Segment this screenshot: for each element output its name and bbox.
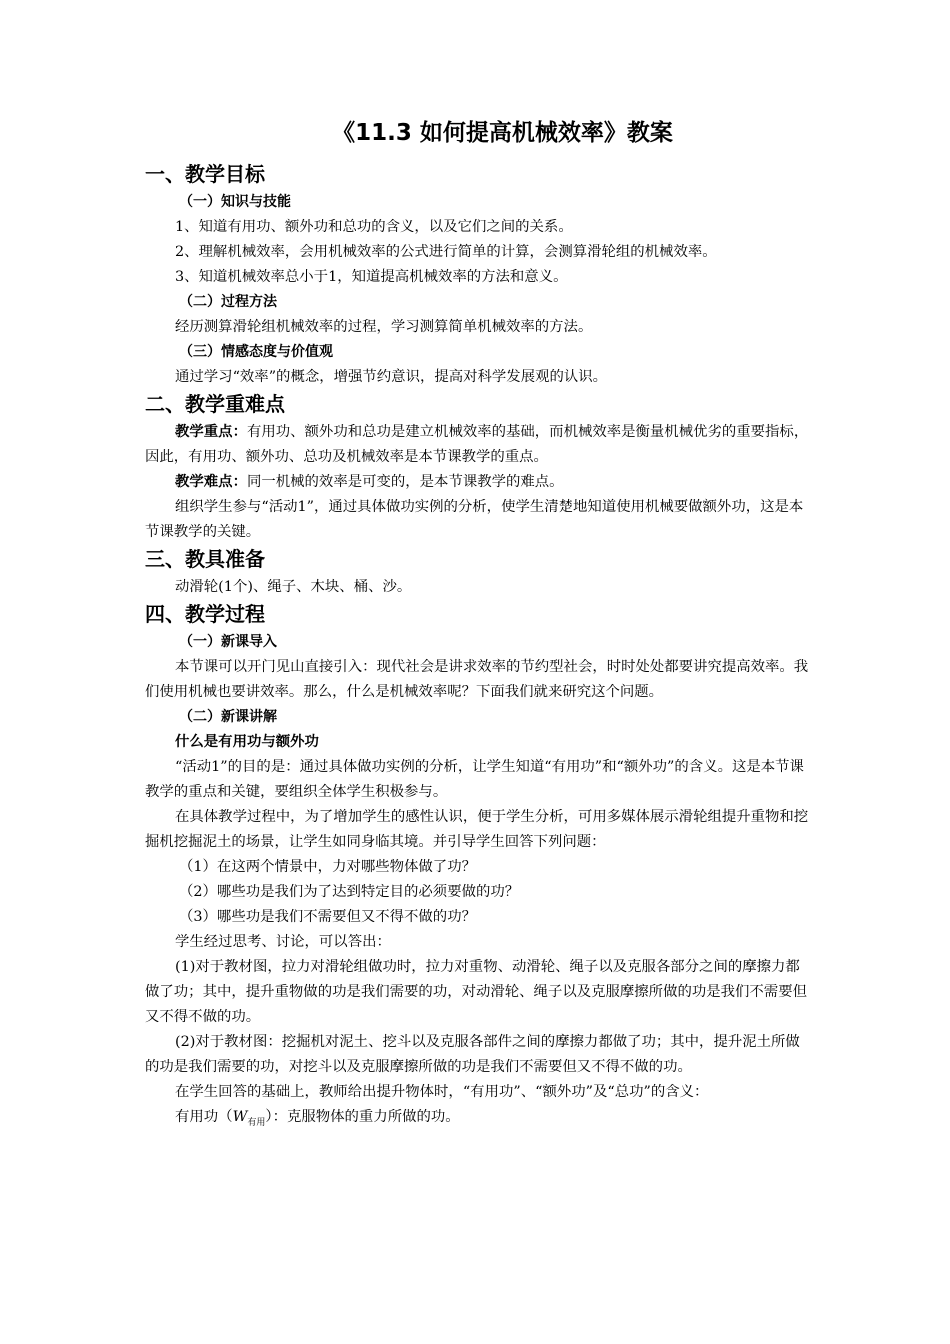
difficulty-paragraph — [145, 470, 810, 495]
goal-item: 1、知道有用功、额外功和总功的含义，以及它们之间的关系。 — [175, 219, 573, 235]
lecture-paragraph: 在具体教学过程中，为了增加学生的感性认识，便于学生分析，可用多媒体展示滑轮组提升重物和挖掘机挖掘泥土的场景，让学生如同身临其境。并引导学生回答下列问题： — [145, 809, 809, 850]
intro-paragraph: 本节课可以开门见山直接引入：现代社会是讲求效率的节约型社会，时时处处都要讲究提高效率。我们使用机械也要讲效率。那么，什么是机械效率呢？下面我们就来研究这个问题。 — [145, 659, 809, 700]
key-point-paragraph — [145, 420, 810, 470]
section-heading-materials: 三、教具准备 — [145, 547, 265, 571]
attitude-text: 通过学习“效率”的概念，增强节约意识，提高对科学发展观的认识。 — [175, 369, 608, 385]
document-title: 《11.3 如何提高机械效率》教案 — [332, 120, 673, 146]
goal-item: 3、知道机械效率总小于1，知道提高机械效率的方法和意义。 — [175, 269, 568, 285]
process-text: 经历测算滑轮组机械效率的过程，学习测算简单机械效率的方法。 — [175, 319, 593, 335]
definition-suffix: ）：克服物体的重力所做的功。 — [265, 1109, 460, 1125]
difficulty-label: 教学难点： — [175, 474, 247, 490]
section-heading-goals: 一、教学目标 — [145, 162, 265, 186]
document-body — [145, 118, 810, 1136]
question-item: （2）哪些功是我们为了达到特定目的必须要做的功？ — [179, 884, 520, 900]
question-item: （1）在这两个情景中，力对哪些物体做了功？ — [179, 859, 476, 875]
materials-text: 动滑轮(1个)、绳子、木块、桶、沙。 — [175, 579, 412, 595]
topic-heading: 什么是有用功与额外功 — [175, 734, 319, 750]
subheading-lecture: （二）新课讲解 — [179, 709, 277, 725]
key-point-label: 教学重点： — [175, 424, 247, 440]
activity-paragraph: 组织学生参与“活动1”，通过具体做功实例的分析，使学生清楚地知道使用机械要做额外功，这是本节课教学的关键。 — [145, 499, 804, 540]
question-item: （3）哪些功是我们不需要但又不得不做的功？ — [179, 909, 476, 925]
lecture-paragraph: 学生经过思考、讨论，可以答出： — [175, 934, 391, 950]
answer-item: (1)对于教材图，拉力对滑轮组做功时，拉力对重物、动滑轮、绳子以及克服各部分之间的摩擦力都做了功；其中，提升重物做的功是我们需要的功，对动滑轮、绳子以及克服摩擦所做的功是我们不需要但又不得不做的功。 — [145, 959, 807, 1025]
definition-prefix: 有用功（ — [175, 1109, 233, 1125]
key-point-text: 有用功、额外功和总功是建立机械效率的基础，而机械效率是衡量机械优劣的重要指标，因此，有用功、额外功、总功及机械效率是本节课教学的重点。 — [145, 424, 809, 465]
lecture-paragraph: 在学生回答的基础上，教师给出提升物体时，“有用功”、“额外功”及“总功”的含义： — [175, 1084, 709, 1100]
section-heading-process: 四、教学过程 — [145, 602, 265, 626]
answer-item: (2)对于教材图：挖掘机对泥土、挖斗以及克服各部件之间的摩擦力都做了功；其中，提升泥土所做的功是我们需要的功，对挖斗以及克服摩擦所做的功是我们不需要但又不得不做的功。 — [145, 1034, 800, 1075]
definition-useful-work — [145, 1105, 810, 1136]
goal-item: 2、理解机械效率，会用机械效率的公式进行简单的计算，会测算滑轮组的机械效率。 — [175, 244, 717, 260]
work-subscript: 有用 — [247, 1117, 266, 1128]
lecture-paragraph: “活动1”的目的是：通过具体做功实例的分析，让学生知道“有用功”和“额外功”的含义。这是本节课教学的重点和关键，要组织全体学生积极参与。 — [145, 759, 804, 800]
subheading-knowledge: （一）知识与技能 — [179, 194, 291, 210]
section-heading-keypoints: 二、教学重难点 — [145, 392, 285, 416]
work-symbol: W — [232, 1109, 248, 1125]
subheading-process: （二）过程方法 — [179, 294, 277, 310]
subheading-attitude: （三）情感态度与价值观 — [179, 344, 333, 360]
subheading-intro: （一）新课导入 — [179, 634, 277, 650]
difficulty-text: 同一机械的效率是可变的，是本节课教学的难点。 — [246, 474, 564, 490]
